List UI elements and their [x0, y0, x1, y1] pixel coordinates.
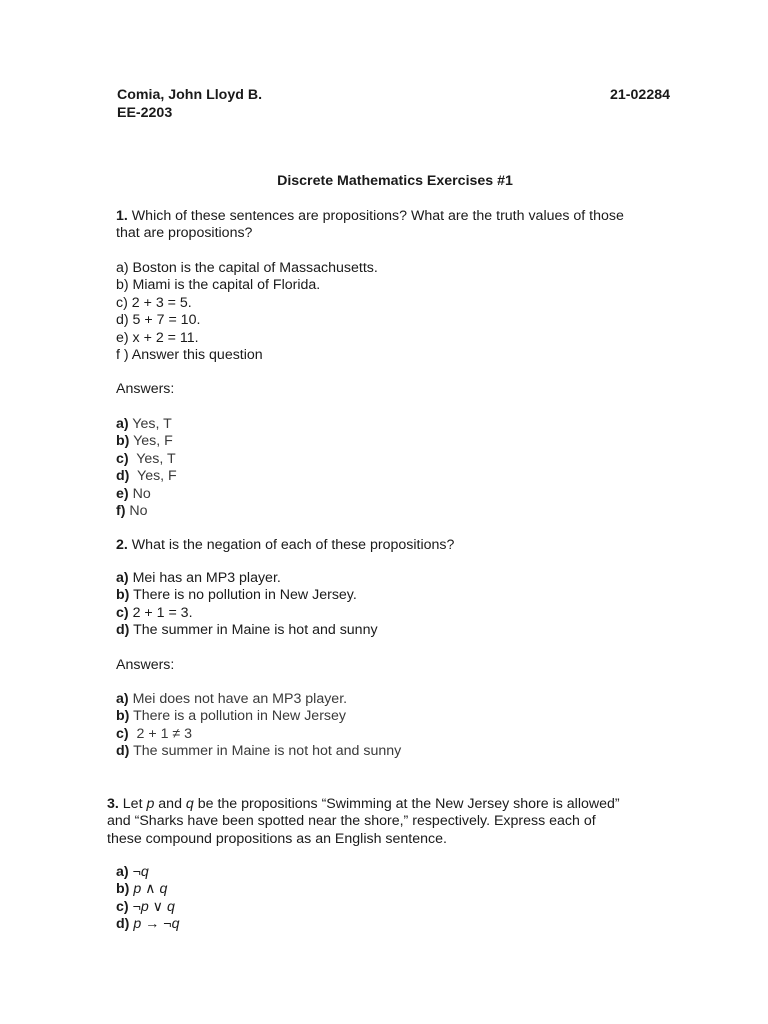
question-2: [116, 537, 686, 554]
item-text: There is no pollution in New Jersey.: [129, 587, 357, 604]
question-text-continued: and “Sharks have been spotted near the shore,” respectively. Express each of: [107, 813, 596, 830]
student-id: 21-02284: [610, 87, 670, 103]
document-header: [117, 86, 670, 122]
answer-label: a): [116, 691, 129, 707]
item-label: a): [116, 570, 129, 586]
question-1-answers: [116, 416, 686, 520]
answer-label: b): [116, 433, 130, 450]
list-item: [116, 864, 686, 881]
list-item: [116, 622, 686, 639]
list-item: [116, 881, 686, 898]
list-item: [116, 605, 686, 622]
list-item: f ) Answer this question: [116, 347, 263, 364]
list-item: [116, 916, 686, 933]
answer-text: Yes, F: [129, 433, 173, 450]
answer-text: No: [128, 485, 151, 502]
item-text: 2 + 1 = 3.: [128, 604, 193, 621]
question-text: Let: [118, 796, 147, 812]
question-3: [107, 796, 707, 848]
question-text-continued: that are propositions?: [116, 225, 253, 242]
list-item: [116, 587, 686, 604]
question-number: 2.: [116, 537, 128, 553]
question-text-continued: these compound propositions as an English sentence.: [107, 830, 447, 847]
answer-item: [116, 503, 686, 520]
answer-label: e): [116, 485, 129, 502]
question-text: What is the negation of each of these propositions?: [127, 537, 455, 553]
list-item: a) Boston is the capital of Massachusetts.: [116, 260, 378, 276]
question-text: and: [154, 796, 186, 812]
answer-label: b): [116, 708, 130, 725]
answer-item: [116, 708, 686, 725]
variable-q: q: [185, 796, 194, 812]
item-label: a): [116, 864, 129, 880]
question-1-items: [116, 260, 686, 364]
answer-item: [116, 726, 686, 743]
item-formula: ¬q: [128, 864, 149, 880]
question-number: 3.: [107, 796, 119, 812]
question-3-items: [116, 864, 686, 934]
answer-label: d): [116, 743, 130, 760]
variable-p: p: [146, 796, 155, 812]
list-item: [116, 899, 686, 916]
question-1: [116, 208, 686, 243]
answer-label: d): [116, 468, 130, 485]
answer-item: [116, 486, 686, 503]
answer-text: Yes, F: [129, 468, 177, 485]
answer-label: f): [116, 503, 126, 520]
answer-text: Yes, T: [128, 416, 172, 432]
list-item: c) 2 + 3 = 5.: [116, 294, 192, 311]
answer-item: [116, 433, 686, 450]
question-text: Which of these sentences are propositions? What are the truth values of those: [127, 208, 624, 224]
answer-text: Yes, T: [128, 450, 176, 467]
document-title: Discrete Mathematics Exercises #1: [277, 173, 513, 189]
question-2-items: [116, 570, 686, 640]
answers-label: Answers:: [116, 657, 175, 673]
item-text: Mei has an MP3 player.: [128, 570, 281, 586]
answer-label: a): [116, 416, 129, 432]
question-text: be the propositions “Swimming at the New Jersey shore is allowed”: [193, 796, 620, 812]
list-item: d) 5 + 7 = 10.: [116, 312, 201, 329]
list-item: e) x + 2 = 11.: [116, 329, 199, 346]
question-number: 1.: [116, 208, 128, 224]
item-label: c): [116, 898, 129, 915]
item-label: b): [116, 587, 130, 604]
item-text: The summer in Maine is hot and sunny: [129, 622, 378, 639]
item-formula: ¬p ∨ q: [128, 898, 175, 915]
answer-item: [116, 451, 686, 468]
item-label: b): [116, 881, 130, 898]
answer-item: [116, 416, 686, 433]
answer-label: c): [116, 450, 129, 467]
list-item: [116, 570, 686, 587]
answer-label: c): [116, 725, 129, 742]
item-label: d): [116, 622, 130, 639]
answer-text: Mei does not have an MP3 player.: [128, 691, 348, 707]
answer-text: The summer in Maine is not hot and sunny: [129, 743, 402, 760]
section-code: EE-2203: [117, 105, 173, 121]
list-item: b) Miami is the capital of Florida.: [116, 277, 321, 294]
item-formula: p ∧ q: [129, 881, 168, 898]
answer-item: [116, 743, 686, 760]
answer-item: [116, 691, 686, 708]
item-label: d): [116, 916, 130, 933]
answer-text: There is a pollution in New Jersey: [129, 708, 347, 725]
student-name: Comia, John Lloyd B.: [117, 87, 263, 103]
answers-label: Answers:: [116, 381, 175, 397]
answer-text: No: [125, 503, 148, 520]
answer-text: 2 + 1 ≠ 3: [128, 725, 193, 742]
item-label: c): [116, 604, 129, 621]
answer-item: [116, 468, 686, 485]
question-2-answers: [116, 691, 686, 761]
item-formula: p → ¬q: [129, 916, 180, 933]
